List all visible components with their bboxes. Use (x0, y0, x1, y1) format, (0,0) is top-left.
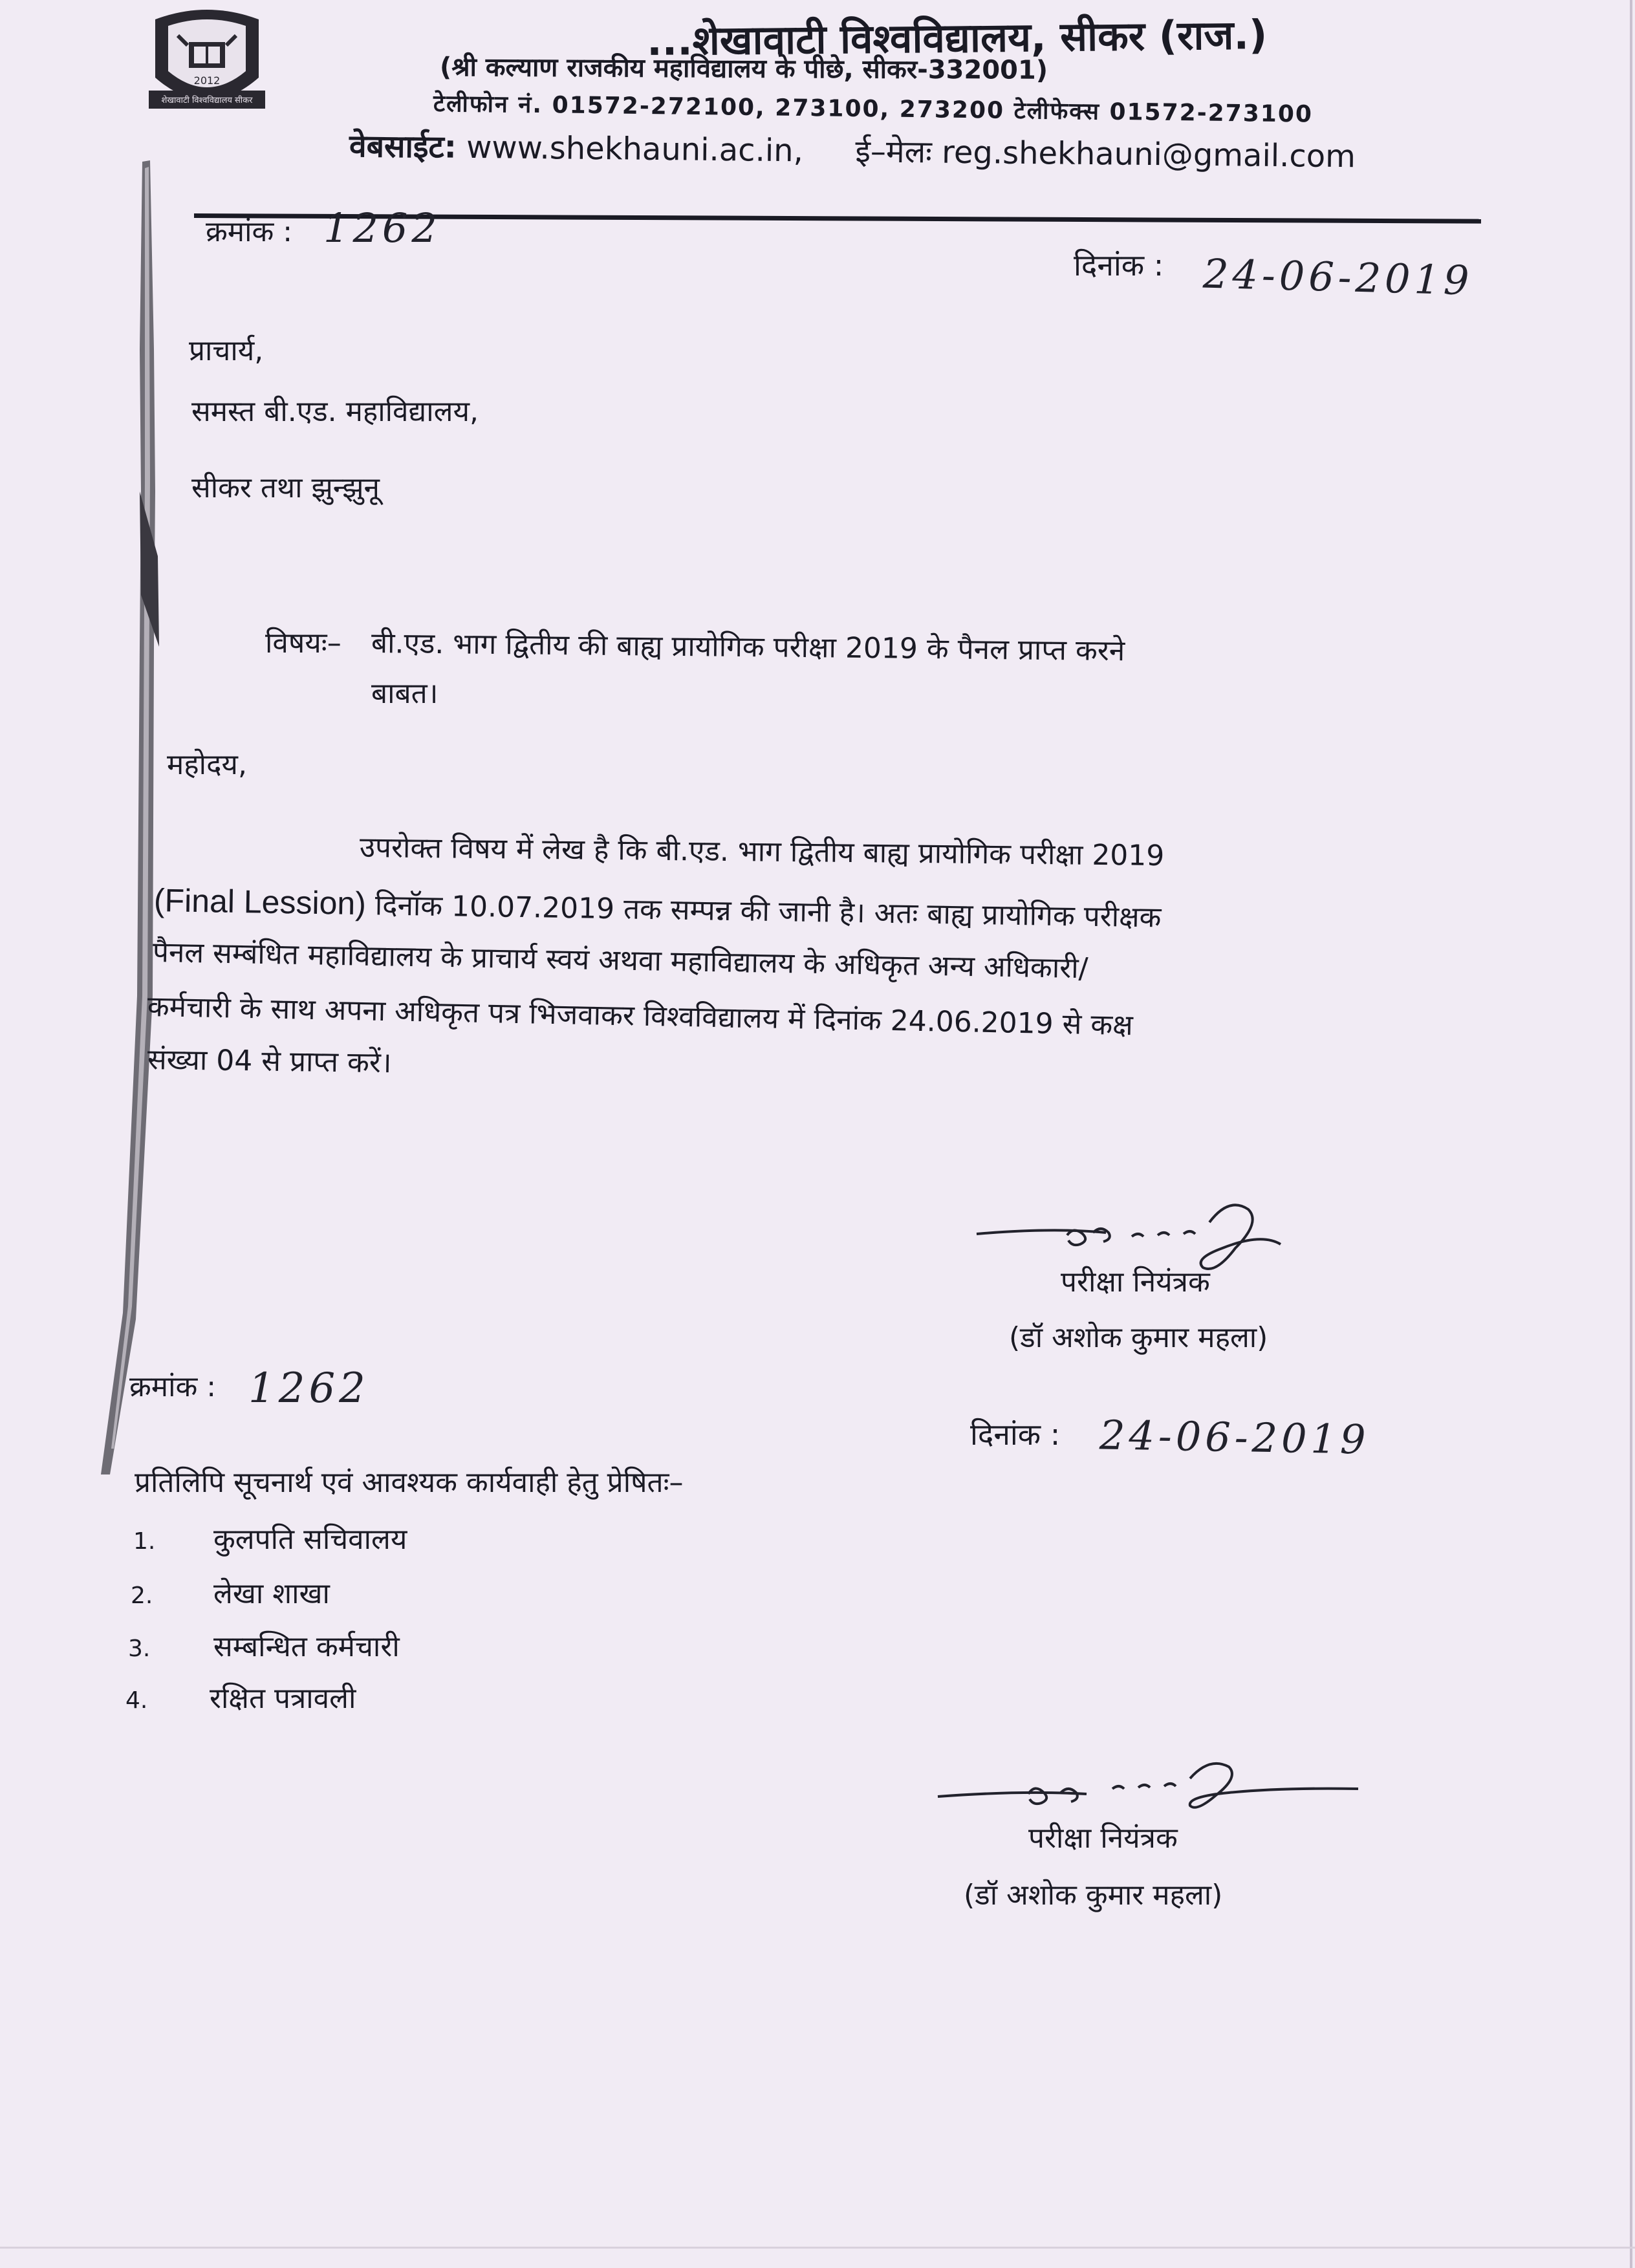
list-item (128, 1626, 400, 1665)
university-contact (349, 124, 1356, 177)
list-item-text: लेखा शाखा (213, 1577, 330, 1610)
copy-date-value: 24-06-2019 (1099, 1411, 1370, 1463)
body-line-1: उपरोक्त विषय में लेख है कि बी.एड. भाग द्वितीय बाह्य प्रायोगिक परीक्षा 2019 (359, 831, 1165, 873)
final-lesson-text: (Final Lession) (153, 882, 367, 922)
list-item-number: 2. (131, 1582, 153, 1609)
signature-2-title: परीक्षा नियंत्रक (1028, 1822, 1178, 1855)
signature-1-name: (डॉ अशोक कुमार महला) (1009, 1321, 1268, 1354)
copy-intro: प्रतिलिपि सूचनार्थ एवं आवश्यक कार्यवाही हेतु प्रेषितः– (135, 1466, 684, 1499)
body-line-2 (154, 881, 1162, 935)
body-line-4: कर्मचारी के साथ अपना अधिकृत पत्र भिजवाकर विश्वविद्यालय में दिनांक 24.06.2019 से कक्ष (147, 990, 1134, 1042)
list-item (125, 1678, 356, 1716)
copy-date-label: दिनांक : (970, 1417, 1061, 1452)
page-edge-bottom (0, 2247, 1635, 2249)
subject-line-2: बाबत। (371, 677, 439, 710)
logo-caption: शेखावाटी विश्वविद्यालय सीकर (161, 96, 253, 105)
website-link[interactable]: www.shekhauni.ac.in, (466, 129, 804, 169)
list-item-text: सम्बन्धित कर्मचारी (213, 1630, 400, 1663)
body-line-3: पैनल सम्बंधित महाविद्यालय के प्राचार्य स्वयं अथवा महाविद्यालय के अधिकृत अन्य अधिकारी/ (152, 936, 1088, 986)
list-item-number: 1. (133, 1528, 156, 1555)
list-item (131, 1573, 330, 1612)
body-line-5: संख्या 04 से प्राप्त करें। (147, 1043, 392, 1080)
logo-year: 2012 (193, 74, 221, 87)
body-line-2-text: दिनॉक 10.07.2019 तक सम्पन्न की जानी है। अतः बाह्य प्रायोगिक परीक्षक (374, 889, 1162, 934)
email-label: ई–मेलः (855, 133, 933, 171)
recipient-line-3: सीकर तथा झुन्झुनू (191, 471, 380, 504)
list-item-number: 3. (128, 1636, 151, 1662)
recipient-line-2: समस्त बी.एड. महाविद्यालय, (191, 395, 479, 428)
signature-2 (931, 1746, 1384, 1824)
university-logo (142, 6, 272, 123)
list-item-text: रक्षित पत्रावली (210, 1682, 356, 1715)
signature-1-title: परीक्षा नियंत्रक (1061, 1266, 1210, 1299)
subject-line-1: बी.एड. भाग द्वितीय की बाह्य प्रायोगिक परीक्षा 2019 के पैनल प्राप्त करने (371, 627, 1125, 668)
list-item-number: 4. (125, 1687, 148, 1714)
page-edge (1630, 0, 1632, 2268)
ref-number: 1262 (323, 204, 441, 252)
scan-artifact-stick (78, 155, 168, 1481)
subject-label: विषयः– (265, 627, 341, 660)
copy-ref-label: क्रमांक : (129, 1370, 217, 1403)
date-value: 24-06-2019 (1202, 250, 1474, 305)
salutation: महोदय, (167, 748, 247, 781)
email-link[interactable]: reg.shekhauni@gmail.com (941, 134, 1356, 175)
website-label: वेबसाईट: (349, 128, 457, 166)
copy-ref-number: 1262 (248, 1365, 369, 1412)
university-phone: टेलीफोन नं. 01572-272100, 273100, 273200 टेलीफेक्स 01572-273100 (433, 91, 1314, 128)
list-item-text: कुलपति सचिवालय (213, 1523, 407, 1556)
recipient-line-1: प्राचार्य, (189, 334, 264, 367)
university-name: ...शेखावाटी विश्वविद्यालय, सीकर (राज.) (646, 10, 1268, 65)
signature-2-name: (डॉ अशोक कुमार महला) (964, 1879, 1223, 1912)
ref-label: क्रमांक : (206, 215, 293, 248)
list-item (133, 1518, 407, 1557)
university-address: (श्री कल्याण राजकीय महाविद्यालय के पीछे, सीकर-332001) (439, 52, 1048, 85)
date-label: दिनांक : (1074, 248, 1164, 283)
